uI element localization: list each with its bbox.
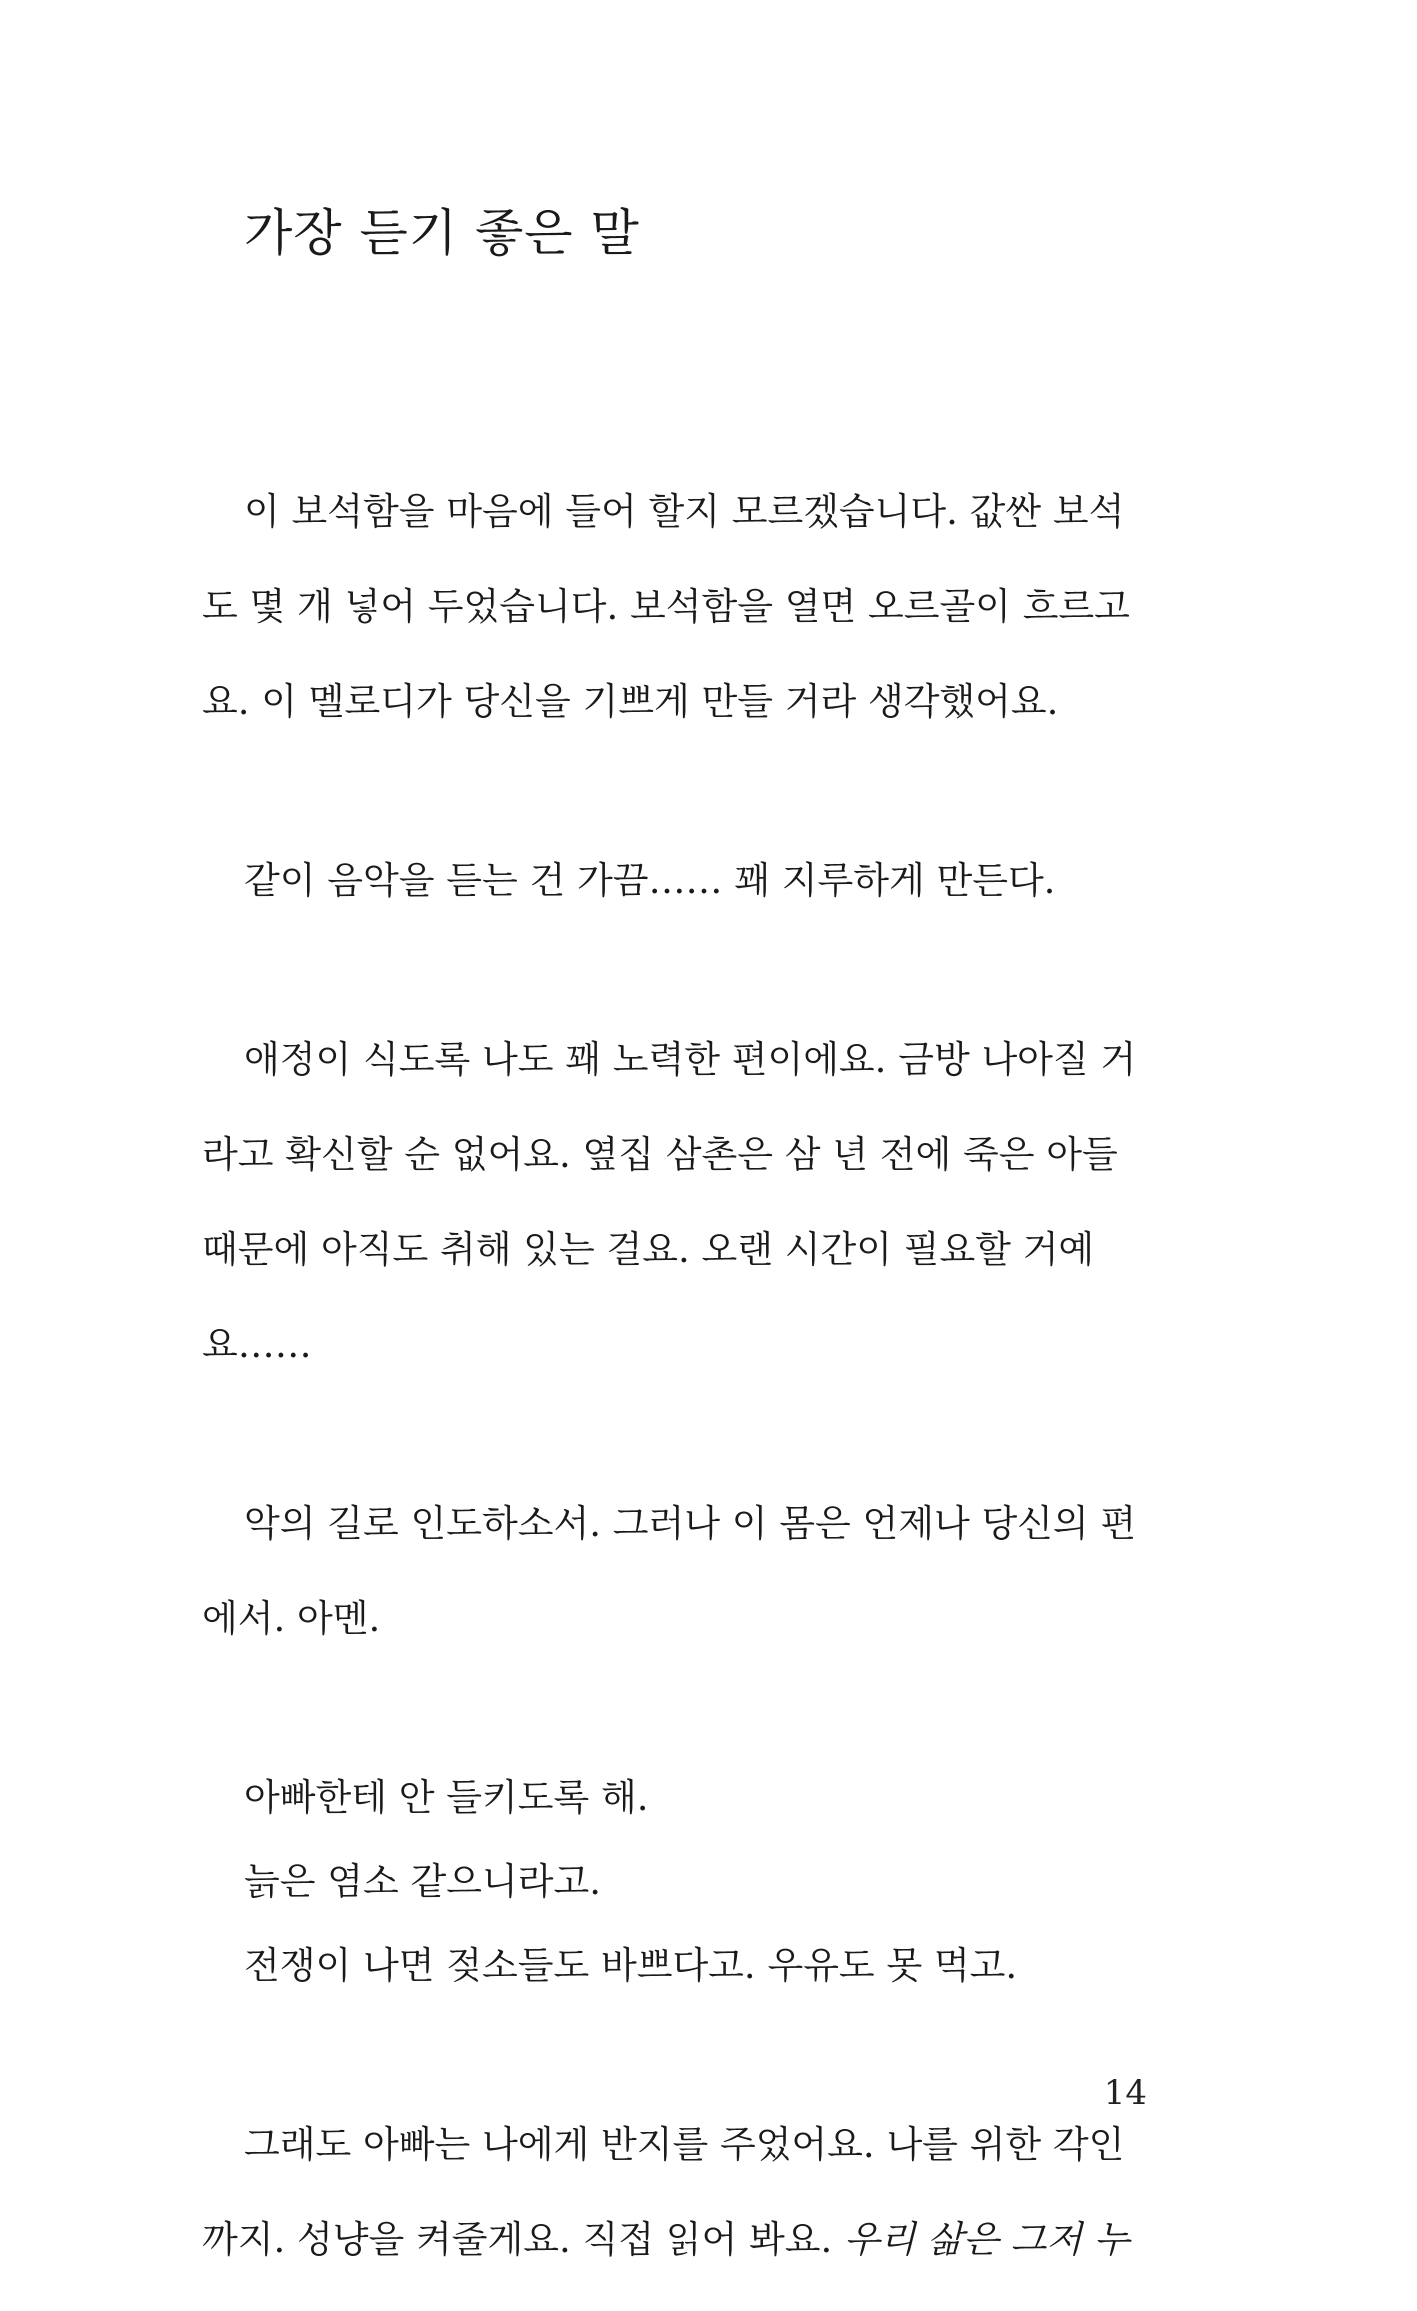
paragraph-5-line-3: 전쟁이 나면 젖소들도 바쁘다고. 우유도 못 먹고. [244, 1944, 1018, 1987]
paragraph-4-line-1: 악의 길로 인도하소서. 그러나 이 몸은 언제나 당신의 편 [244, 1502, 1137, 1545]
paragraph-6-line-2-italic-text: 우리 삶은 그저 누 [843, 2218, 1130, 2261]
paragraph-1-line-1: 이 보석함을 마음에 들어 할지 모르겠습니다. 값싼 보석 [244, 490, 1125, 533]
paragraph-3-line-2: 라고 확신할 순 없어요. 옆집 삼촌은 삼 년 전에 죽은 아들 [202, 1133, 1118, 1176]
paragraph-6-line-2 [202, 2216, 1162, 2264]
paragraph-3-line-1: 애정이 식도록 나도 꽤 노력한 편이에요. 금방 나아질 거 [244, 1038, 1137, 1081]
page-title: 가장 듣기 좋은 말 [244, 204, 640, 262]
paragraph-3-line-3: 때문에 아직도 취해 있는 걸요. 오랜 시간이 필요할 거예 [202, 1228, 1095, 1271]
paragraph-3-line-4: 요…… [202, 1323, 312, 1366]
paragraph-4-line-2: 에서. 아멘. [202, 1597, 381, 1640]
paragraph-2-line-1: 같이 음악을 듣는 건 가끔…… 꽤 지루하게 만든다. [244, 859, 1056, 902]
paragraph-5-line-1: 아빠한테 안 들키도록 해. [244, 1776, 649, 1819]
paragraph-5-line-2: 늙은 염소 같으니라고. [244, 1860, 601, 1903]
paragraph-1-line-3: 요. 이 멜로디가 당신을 기쁘게 만들 거라 생각했어요. [202, 680, 1059, 723]
paragraph-6-line-2-text: 까지. 성냥을 켜줄게요. 직접 읽어 봐요. [202, 2218, 844, 2261]
page-number: 14 [1103, 2073, 1147, 2113]
paragraph-1-line-2: 도 몇 개 넣어 두었습니다. 보석함을 열면 오르골이 흐르고 [202, 585, 1130, 628]
paragraph-6-line-1: 그래도 아빠는 나에게 반지를 주었어요. 나를 위한 각인 [244, 2123, 1125, 2166]
body-text [202, 488, 1162, 2311]
